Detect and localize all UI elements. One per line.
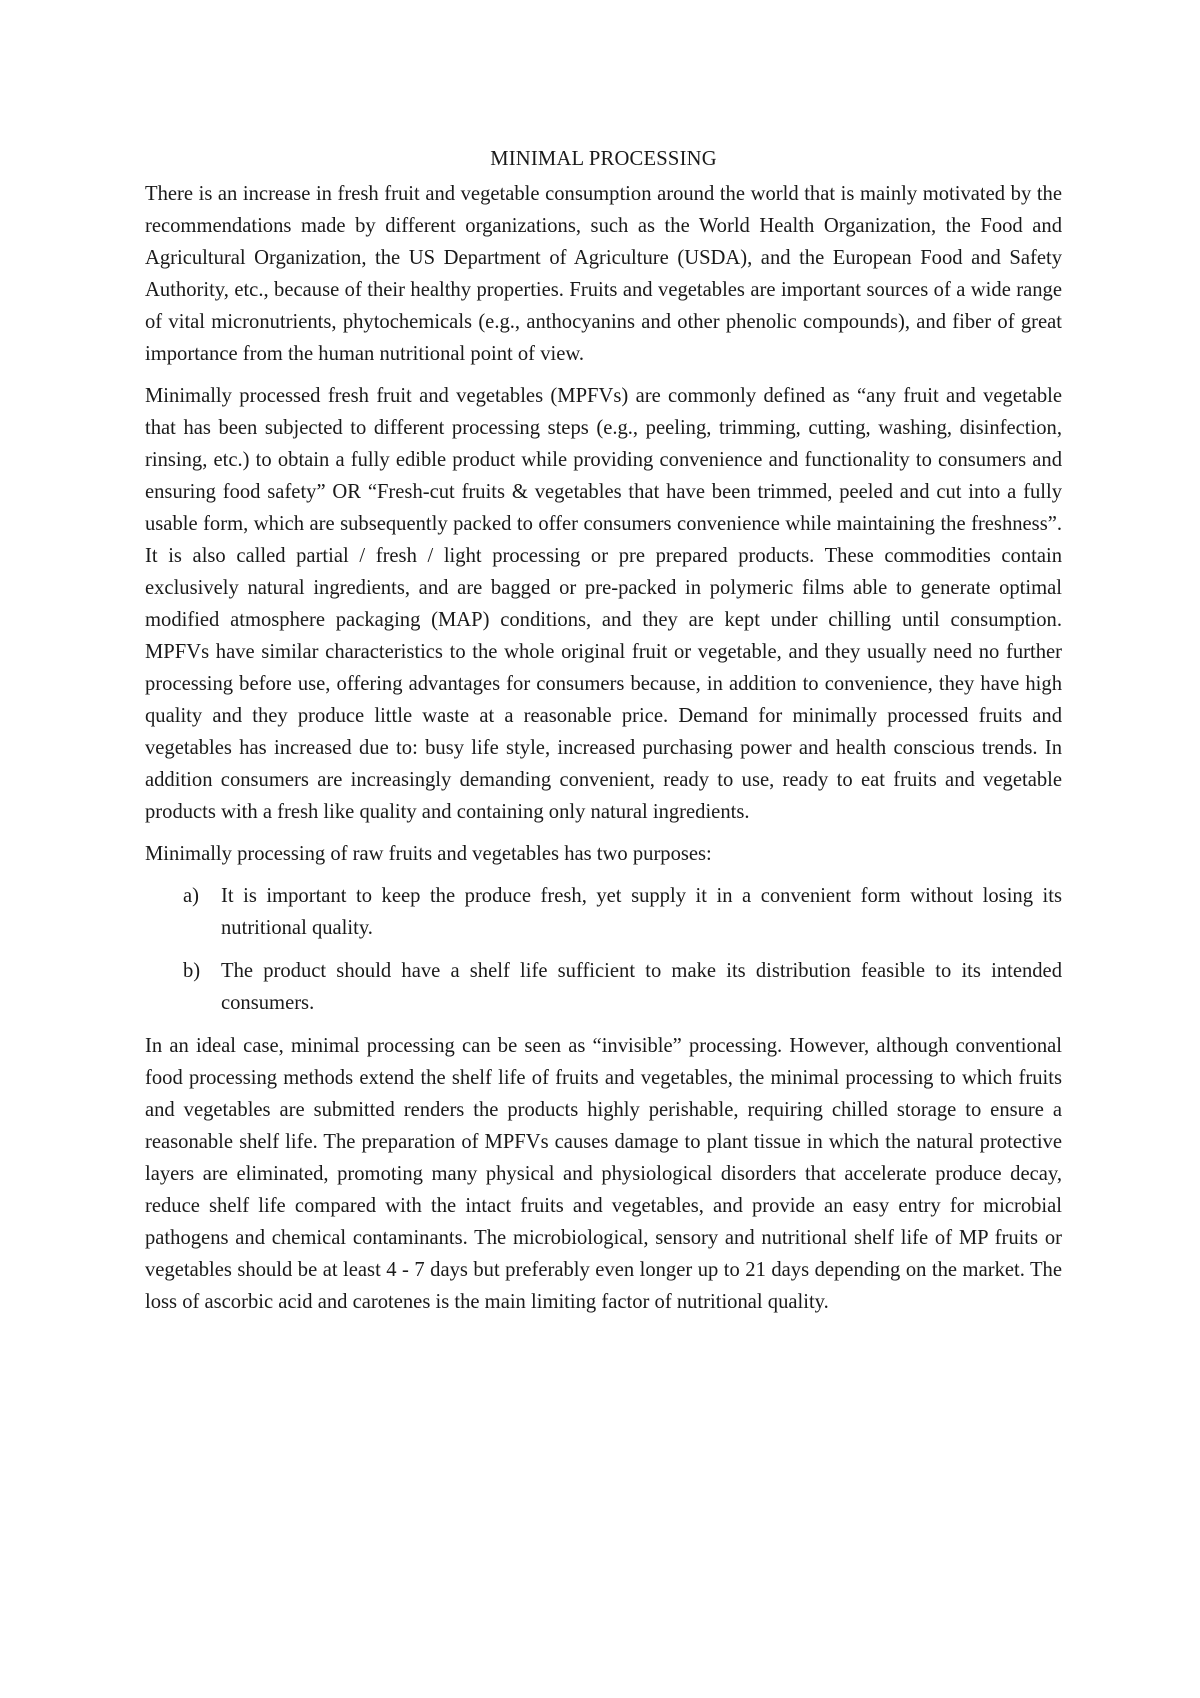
paragraph-purposes-intro: Minimally processing of raw fruits and vegetables has two purposes: <box>145 843 712 865</box>
paragraph-intro: There is an increase in fresh fruit and vegetable consumption around the world that is mainly motivated by the recommendations made by different organizations, such as the World Health Organization, the Food and Agricultural Organization, the US Department of Agriculture (USDA), and the European Food and Safety Authority, etc., because of their healthy properties. Fruits and vegetables are important sources of a wide range of vital micronutrients, phytochemicals (e.g., anthocyanins and other phenolic compounds), and fiber of great importance from the human nutritional point of view. <box>145 183 1062 365</box>
paragraph-closing: In an ideal case, minimal processing can be seen as “invisible” processing. However, although conventional food processing methods extend the shelf life of fruits and vegetables, the minimal processing to which fruits and vegetables are submitted renders the products highly perishable, requiring chilled storage to ensure a reasonable shelf life. The preparation of MPFVs causes damage to plant tissue in which the natural protective layers are eliminated, promoting many physical and physiological disorders that accelerate produce decay, reduce shelf life compared with the intact fruits and vegetables, and provide an easy entry for microbial pathogens and chemical contaminants. The microbiological, sensory and nutritional shelf life of MP fruits or vegetables should be at least 4 - 7 days but preferably even longer up to 21 days depending on the market. The loss of ascorbic acid and carotenes is the main limiting factor of nutritional quality. <box>145 1035 1062 1313</box>
list-marker: b) <box>183 960 201 982</box>
list-marker: a) <box>183 885 199 907</box>
document-page <box>145 143 1062 1328</box>
list-item <box>145 955 1062 1019</box>
paragraph-definition: Minimally processed fresh fruit and vegetables (MPFVs) are commonly defined as “any fruit and vegetable that has been subjected to different processing steps (e.g., peeling, trimming, cutting, washing, disinfection, rinsing, etc.) to obtain a fully edible product while providing convenience and functionality to consumers and ensuring food safety” OR “Fresh-cut fruits & vegetables that have been trimmed, peeled and cut into a fully usable form, which are subsequently packed to offer consumers convenience while maintaining the freshness”. It is also called partial / fresh / light processing or pre prepared products. These commodities contain exclusively natural ingredients, and are bagged or pre-packed in polymeric films able to generate optimal modified atmosphere packaging (MAP) conditions, and they are kept under chilling until consumption. MPFVs have similar characteristics to the whole original fruit or vegetable, and they usually need no further processing before use, offering advantages for consumers because, in addition to convenience, they have high quality and they produce little waste at a reasonable price. Demand for minimally processed fruits and vegetables has increased due to: busy life style, increased purchasing power and health conscious trends. In addition consumers are increasingly demanding convenient, ready to use, ready to eat fruits and vegetable products with a fresh like quality and containing only natural ingredients. <box>145 385 1062 823</box>
list-item-text: It is important to keep the produce fresh, yet supply it in a convenient form without losing its nutritional quality. <box>221 885 1062 939</box>
purposes-list <box>145 880 1062 1019</box>
list-item-text: The product should have a shelf life sufficient to make its distribution feasible to its intended consumers. <box>221 960 1062 1014</box>
document-title: MINIMAL PROCESSING <box>490 148 717 170</box>
list-item <box>145 880 1062 944</box>
